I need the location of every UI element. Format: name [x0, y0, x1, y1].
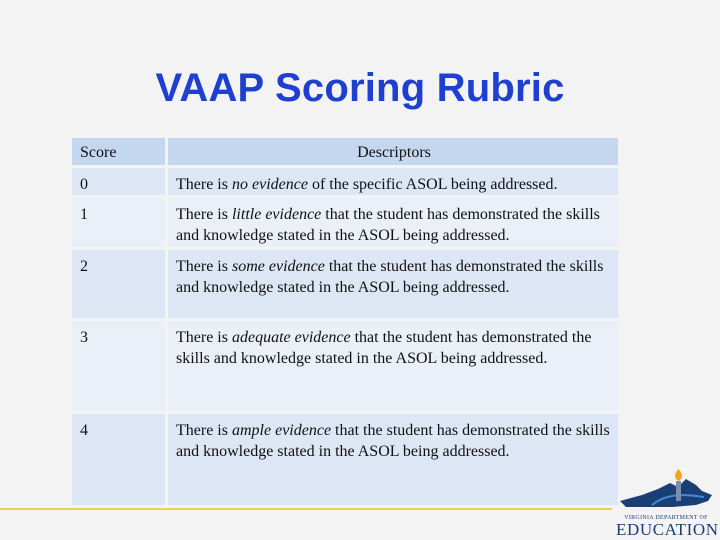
table-row: [72, 414, 618, 505]
scoring-rubric-table: [72, 138, 618, 505]
descriptor-cell: There is no evidence of the specific ASOL being addressed.: [168, 168, 618, 195]
header-score: Score: [72, 138, 165, 165]
logo-line-2: EDUCATION: [616, 520, 719, 539]
table-header-row: [72, 138, 618, 165]
page-title: VAAP Scoring Rubric: [155, 66, 565, 110]
score-cell: 2: [72, 250, 165, 318]
score-cell: 3: [72, 321, 165, 411]
table-row: [72, 198, 618, 247]
header-descriptors: Descriptors: [168, 138, 618, 165]
table-row: [72, 168, 618, 195]
table-row: [72, 250, 618, 318]
descriptor-cell: There is ample evidence that the student has demonstrated the skills and knowledge stated in the ASOL being addressed.: [168, 414, 618, 505]
table-row: [72, 321, 618, 411]
flame-icon: [675, 469, 682, 481]
descriptor-cell: There is little evidence that the student has demonstrated the skills and knowledge stated in the ASOL being addressed.: [168, 198, 618, 247]
score-cell: 0: [72, 168, 165, 195]
logo-line-1: VIRGINIA DEPARTMENT OF: [624, 515, 708, 521]
descriptor-cell: There is adequate evidence that the student has demonstrated the skills and knowledge stated in the ASOL being addressed.: [168, 321, 618, 411]
score-cell: 4: [72, 414, 165, 505]
torch-icon: [676, 481, 681, 501]
score-cell: 1: [72, 198, 165, 247]
descriptor-cell: There is some evidence that the student has demonstrated the skills and knowledge stated in the ASOL being addressed.: [168, 250, 618, 318]
virginia-state-icon: [620, 479, 712, 507]
footer-divider: [0, 508, 612, 510]
